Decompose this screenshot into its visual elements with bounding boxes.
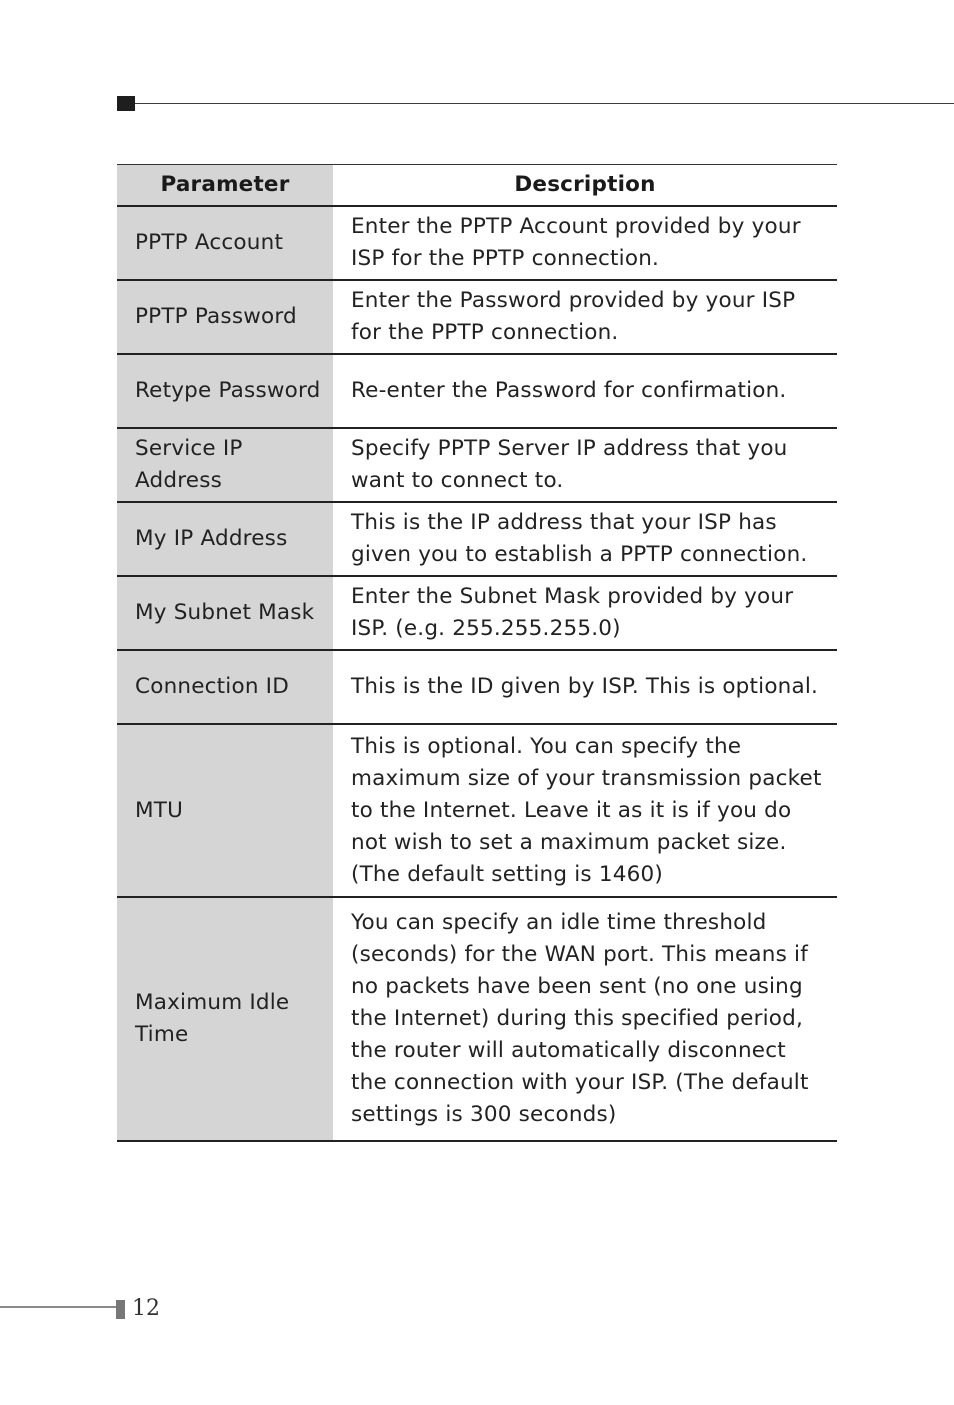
header-rule	[135, 103, 954, 104]
row-parameter: Connection ID	[117, 650, 333, 724]
row-description: This is the ID given by ISP. This is optional.	[333, 650, 837, 724]
table-row	[117, 576, 837, 650]
row-description: Enter the PPTP Account provided by your ISP for the PPTP connection.	[333, 206, 837, 280]
table-row	[117, 206, 837, 280]
footer-bar-marker	[116, 1300, 125, 1319]
row-parameter: My Subnet Mask	[117, 576, 333, 650]
row-parameter: MTU	[117, 724, 333, 897]
row-description: Specify PPTP Server IP address that you want to connect to.	[333, 428, 837, 502]
table-row	[117, 502, 837, 576]
table-row	[117, 650, 837, 724]
table-row	[117, 428, 837, 502]
table-row	[117, 724, 837, 897]
table-row	[117, 280, 837, 354]
row-description: Enter the Subnet Mask provided by your ISP. (e.g. 255.255.255.0)	[333, 576, 837, 650]
row-description: This is optional. You can specify the maximum size of your transmission packet to the Internet. Leave it as it is if you do not wish to set a maximum packet size. (The default setting is 1460)	[333, 724, 837, 897]
row-description: Enter the Password provided by your ISP for the PPTP connection.	[333, 280, 837, 354]
row-description: You can specify an idle time threshold (seconds) for the WAN port. This means if no packets have been sent (no one using the Internet) during this specified period, the router will automatically disconnect the connection with your ISP. (The default settings is 300 seconds)	[333, 897, 837, 1141]
row-parameter: Retype Password	[117, 354, 333, 428]
table-header-row	[117, 165, 837, 207]
header-square-marker	[117, 96, 135, 111]
table-row	[117, 354, 837, 428]
row-parameter: My IP Address	[117, 502, 333, 576]
table-row	[117, 897, 837, 1141]
row-description: Re-enter the Password for confirmation.	[333, 354, 837, 428]
footer-rule	[0, 1306, 116, 1308]
row-description: This is the IP address that your ISP has given you to establish a PPTP connection.	[333, 502, 837, 576]
row-parameter: PPTP Password	[117, 280, 333, 354]
row-parameter: Service IP Address	[117, 428, 333, 502]
header-description: Description	[333, 165, 837, 207]
row-parameter: PPTP Account	[117, 206, 333, 280]
parameter-table	[117, 164, 837, 1142]
page-number: 12	[132, 1296, 160, 1321]
header-parameter: Parameter	[117, 165, 333, 207]
row-parameter: Maximum Idle Time	[117, 897, 333, 1141]
